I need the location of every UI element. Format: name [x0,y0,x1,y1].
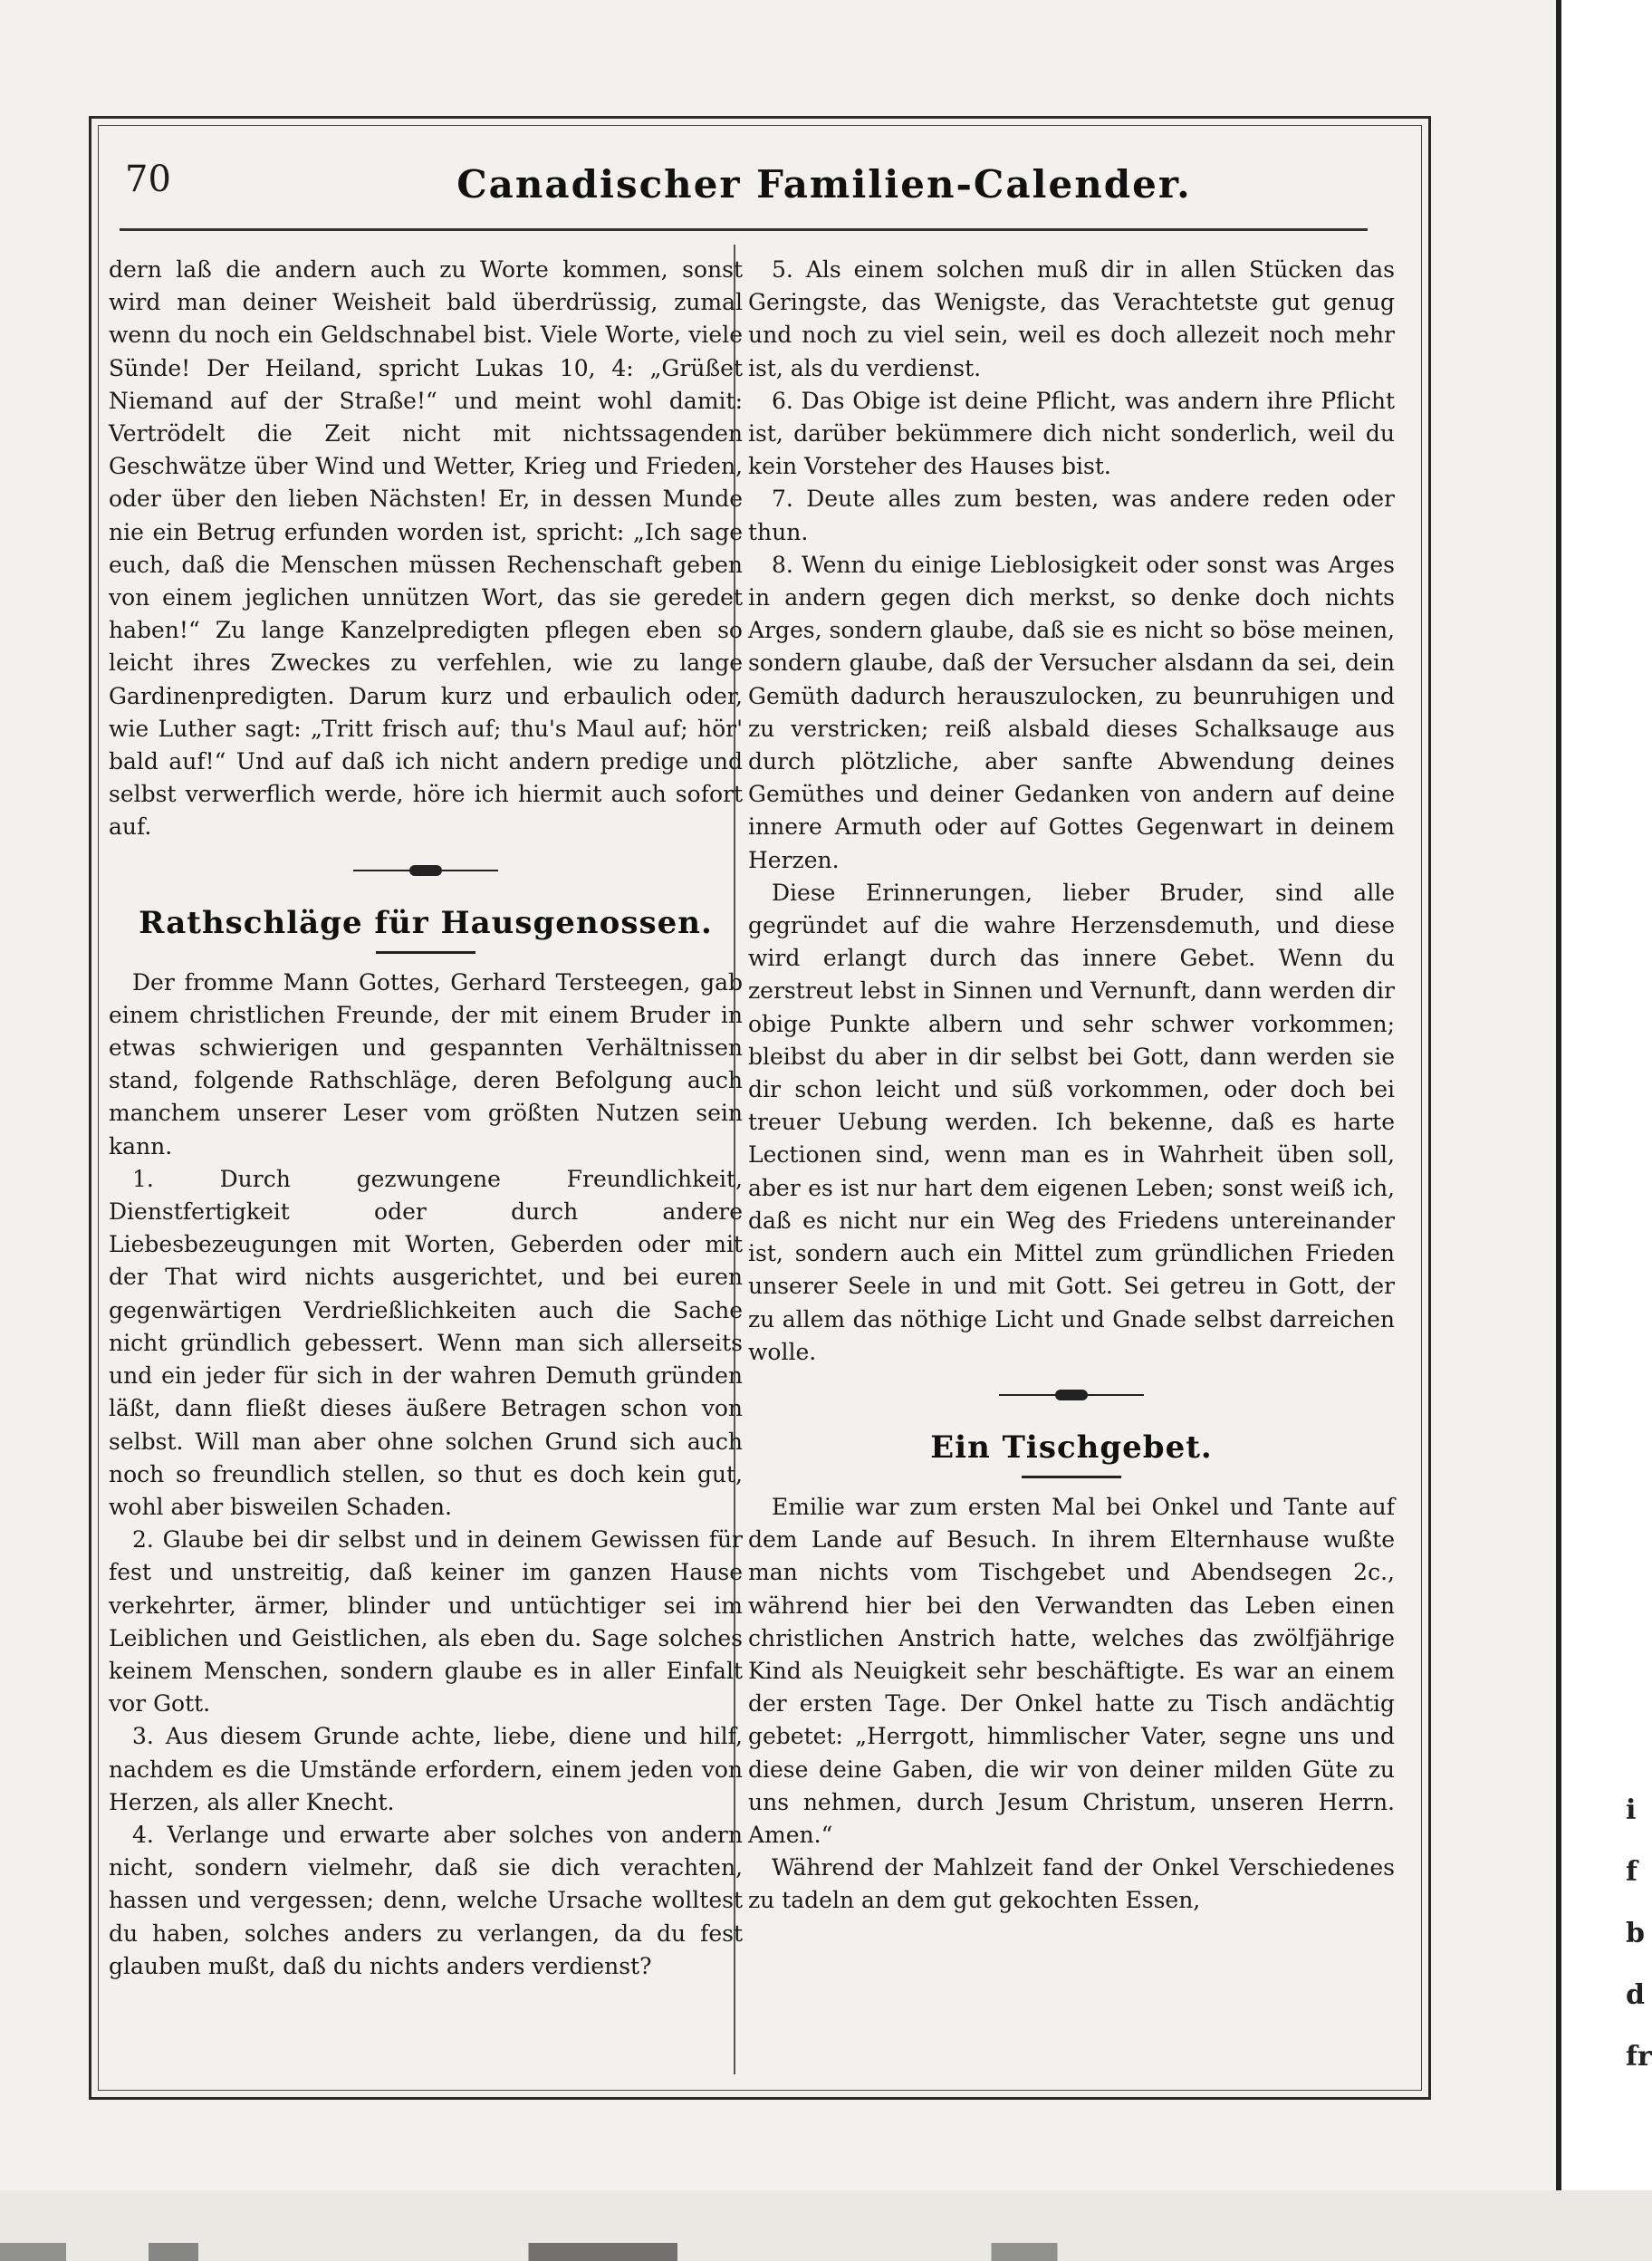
paragraph: Diese Erinnerungen, lieber Bruder, sind alle gegründet auf die wahre Herzensdemuth, und diese wird erlangt durch das innere Gebet. Wenn du zerstreut lebst in Sinnen und Vernunft, dann werden dir obige Punkte albern und sehr schwer vorkommen; bleibst du aber in dir selbst bei Gott, dann werden sie dir schon leicht und süß vorkommen, oder doch bei treuer Uebung werden. Ich bekenne, daß es harte Lectionen sind, wenn man es in Wahrheit üben soll, aber es ist nur hart dem eigenen Leben; sonst weiß ich, daß es nicht nur ein Weg des Friedens untereinander ist, sondern auch ein Mittel zum gründlichen Frieden unserer Seele in und mit Gott. Sei getreu in Gott, der zu allem das nöthige Licht und Gnade selbst darreichen wolle. [748,879,1395,1365]
paragraph: Der fromme Mann Gottes, Gerhard Tersteegen, gab einem christlichen Freunde, der mit einem Bruder in etwas schwierigen und gespannten Verhältnissen stand, folgende Rathschläge, deren Befolgung auch manchem unserer Leser vom größten Nutzen sein kann. [109,968,743,1159]
adjacent-page-fragments [1626,1780,1651,2088]
paragraph: 7. Deute alles zum besten, was andere reden oder thun. [748,486,1395,545]
right-column [748,254,1395,1918]
paragraph: Während der Mahlzeit fand der Onkel Verschiedenes zu tadeln an dem gut gekochten Essen, [748,1854,1395,1914]
edge-char: fr [1626,2041,1652,2073]
ornament-divider [748,1369,1395,1421]
page-header [118,149,1413,222]
page-number: 70 [125,159,171,200]
edge-char: f [1626,1856,1638,1888]
bottom-bleed-marks [0,2243,1652,2261]
paragraph: 1. Durch gezwungene Freundlichkeit, Dienstfertigkeit oder durch andere Liebesbezeugungen mit Worten, Geberden oder mit der That wird nichts ausgerichtet, und bei euren gegenwärtigen Verdrießlichkeiten auch die Sache nicht gründlich gebessert. Wenn man sich allerseits und ein jeder für sich in der wahren Demuth gründen läßt, dann fließt dieses äußere Betragen schon von selbst. Will man aber ohne solchen Grund sich auch noch so freundlich stellen, so thut es doch kein gut, wohl aber bisweilen Schaden. [109,1165,743,1520]
paragraph: 4. Verlange und erwarte aber solches von andern nicht, sondern vielmehr, daß sie dich verachten, hassen und vergessen; denn, welche Ursache wolltest du haben, solches anders zu verlangen, da du fest glauben mußt, daß du nichts anders verdienst? [109,1821,743,1979]
section-title-rule [376,951,475,954]
paragraph: dern laß die andern auch zu Worte kommen, sonst wird man deiner Weisheit bald überdrüssig, zumal wenn du noch ein Geldschnabel bist. Viele Worte, viele Sünde! Der Heiland, spricht Lukas 10, 4: „Grüßet Niemand auf der Straße!“ und meint wohl damit: Vertrödelt die Zeit nicht mit nichtssagenden Geschwätze über Wind und Wetter, Krieg und Frieden, oder über den lieben Nächsten! Er, in dessen Munde nie ein Betrug erfunden worden ist, spricht: „Ich sage euch, daß die Menschen müssen Rechenschaft geben von einem jeglichen unnützen Wort, das sie geredet haben!“ Zu lange Kanzelpredigten pflegen eben so leicht ihres Zweckes zu verfehlen, wie zu lange Gardinenpredigten. Darum kurz und erbaulich oder, wie Luther sagt: „Tritt frisch auf; thu's Maul auf; hör' bald auf!“ Und auf daß ich nicht andern predige und selbst verwerflich werde, höre ich hiermit auch sofort auf. [109,256,743,841]
paragraph: 3. Aus diesem Grunde achte, liebe, diene und hilf, nachdem es die Umstände erfordern, einem jeden von Herzen, als aller Knecht. [109,1723,743,1815]
paragraph: 2. Glaube bei dir selbst und in deinem Gewissen für fest und unstreitig, daß keiner im ganzen Hause verkehrter, ärmer, blinder und untüchtiger sei im Leiblichen und Geistlichen, als eben du. Sage solches keinem Menschen, sondern glaube es in aller Einfalt vor Gott. [109,1526,743,1717]
running-title: Canadischer Familien-Calender. [456,162,1192,207]
header-rule [120,228,1368,231]
paragraph: Emilie war zum ersten Mal bei Onkel und Tante auf dem Lande auf Besuch. In ihrem Elternhause wußte man nichts vom Tischgebet und Abendsegen 2c., während hier bei den Verwandten das Leben einen christlichen Anstrich hatte, welches das zwölfjährige Kind als Neuigkeit sehr beschäftigte. Es war an einem der ersten Tage. Der Onkel hatte zu Tisch andächtig gebetet: „Herrgott, himmlischer Vater, segne uns und diese deine Gaben, die wir von deiner milden Güte zu uns nehmen, durch Jesum Christum, unseren Herrn. Amen.“ [748,1493,1395,1848]
section-title-rule [1022,1476,1121,1478]
paragraph: 5. Als einem solchen muß dir in allen Stücken das Geringste, das Wenigste, das Verachtetste gut genug und noch zu viel sein, weil es doch allezeit noch mehr ist, als du verdienst. [748,256,1395,381]
edge-char: i [1626,1794,1637,1826]
ornament-divider [109,844,743,897]
paragraph: 8. Wenn du einige Lieblosigkeit oder sonst was Arges in andern gegen dich merkst, so denke doch nichts Arges, sondern glaube, daß sie es nicht so böse meinen, sondern glaube, daß der Versucher alsdann da sei, dein Gemüth dadurch herauszulocken, zu beunruhigen und zu verstricken; reiß alsbald dieses Schalksauge aus durch plötzliche, aber sanfte Abwendung deines Gemüthes und deiner Gedanken von andern auf deine innere Armuth oder auf Gottes Gegenwart in deinem Herzen. [748,551,1395,873]
left-column [109,254,743,1983]
section-title: Rathschläge für Hausgenossen. [139,904,713,941]
section-title: Ein Tischgebet. [930,1429,1213,1466]
edge-char: d [1626,1979,1645,2011]
edge-char: b [1626,1918,1645,1949]
paragraph: 6. Das Obige ist deine Pflicht, was andern ihre Pflicht ist, darüber bekümmere dich nicht sonderlich, weil du kein Vorsteher des Hauses bist. [748,387,1395,480]
